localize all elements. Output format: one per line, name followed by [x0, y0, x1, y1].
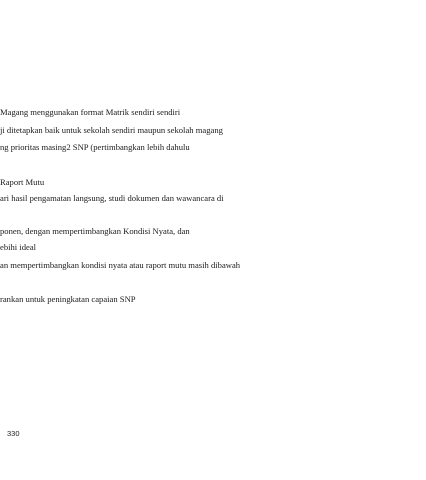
text-line-5: ari hasil pengamatan langsung, studi dokumen dan wawancara di — [0, 193, 224, 203]
text-line-4: Raport Mutu — [0, 177, 45, 187]
text-line-1: Magang menggunakan format Matrik sendiri sendiri — [0, 107, 181, 117]
text-line-9: rankan untuk peningkatan capaian SNP — [0, 294, 136, 304]
text-line-6: ponen, dengan mempertimbangkan Kondisi Nyata, dan — [0, 226, 190, 236]
page-number: 330 — [7, 429, 20, 438]
text-line-8: an mempertimbangkan kondisi nyata atau raport mutu masih dibawah — [0, 260, 241, 270]
text-line-3: ng prioritas masing2 SNP (pertimbangkan lebih dahulu — [0, 142, 190, 152]
text-line-2: ji ditetapkan baik untuk sekolah sendiri maupun sekolah magang — [0, 125, 223, 135]
text-line-7: ebihi ideal — [0, 242, 37, 252]
